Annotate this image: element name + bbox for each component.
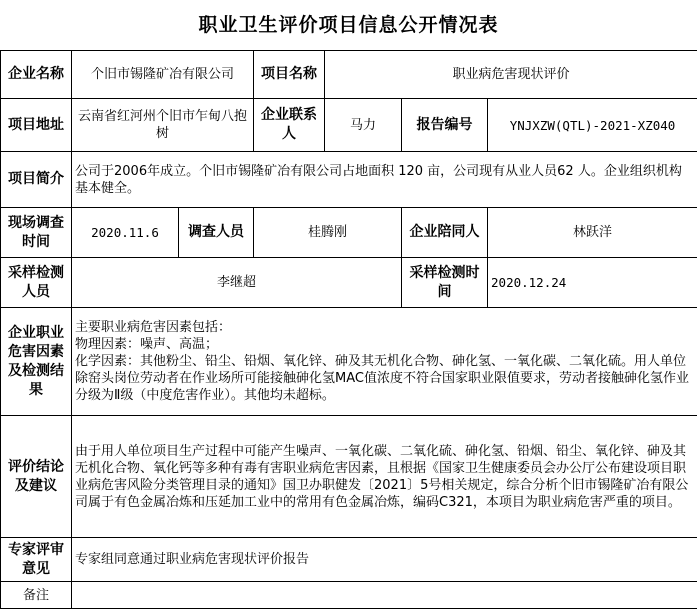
surveyor-label: 调查人员	[179, 208, 254, 258]
company-name: 个旧市锡隆矿冶有限公司	[72, 51, 254, 99]
sampling-time-label: 采样检测时间	[402, 258, 488, 308]
remark-label: 备注	[1, 582, 72, 609]
conclusion-label: 评价结论及建议	[1, 416, 72, 538]
escort: 林跃洋	[488, 208, 697, 258]
table-row	[1, 152, 697, 208]
page-title: 职业卫生评价项目信息公开情况表	[198, 14, 499, 36]
sampler: 李继超	[72, 258, 402, 308]
project-name: 职业病危害现状评价	[325, 51, 697, 99]
survey-time: 2020.11.6	[72, 208, 179, 258]
report-no-label: 报告编号	[402, 99, 488, 152]
table-row	[1, 582, 697, 609]
contact-label: 企业联系人	[254, 99, 325, 152]
table-row	[1, 308, 697, 416]
expert-opinion: 专家组同意通过职业病危害现状评价报告	[72, 538, 697, 582]
conclusion: 由于用人单位项目生产过程中可能产生噪声、一氧化碳、二氧化硫、砷化氢、铅烟、铅尘、氧化锌、砷及其无机化合物、氧化钙等多种有毒有害职业病危害因素，且根据《国家卫生健康委员会办公厅公布建设项目职业病危害风险分类管理目录的通知》国卫办职健发〔2021〕5号相关规定，综合分析个旧市锡隆矿冶有限公司属于有色金属冶炼和压延加工业中的常用有色金属冶炼，编码C321，本项目为职业病危害严重的项目。	[72, 416, 697, 538]
table-row	[1, 416, 697, 538]
summary: 公司于2006年成立。个旧市锡隆矿冶有限公司占地面积 120 亩，公司现有从业人员62 人。企业组织机构基本健全。	[72, 152, 697, 208]
sampling-time: 2020.12.24	[488, 258, 697, 308]
hazards-label: 企业职业危害因素及检测结果	[1, 308, 72, 416]
remark	[72, 582, 697, 609]
escort-label: 企业陪同人	[402, 208, 488, 258]
project-address: 云南省红河州个旧市乍甸八抱树	[72, 99, 254, 152]
contact: 马力	[325, 99, 402, 152]
table-row	[1, 538, 697, 582]
company-name-label: 企业名称	[1, 51, 72, 99]
table-row	[1, 99, 697, 152]
hazards-intro: 主要职业病危害因素包括：	[75, 320, 232, 335]
table-row	[1, 208, 697, 258]
report-no: YNJXZW(QTL)-2021-XZ040	[488, 99, 697, 152]
summary-label: 项目简介	[1, 152, 72, 208]
hazards-chemical: 化学因素：其他粉尘、铅尘、铅烟、氧化锌、砷及其无机化合物、砷化氢、一氧化碳、二氧化硫。用人单位除窑头岗位劳动者在作业场所可能接触砷化氢MAC值浓度不符合国家职业限值要求，劳动者接触砷化氢作业分级为Ⅱ级（中度危害作业）。其他均未超标。	[75, 354, 689, 403]
hazards-results	[72, 308, 697, 416]
hazards-physical: 物理因素：噪声、高温；	[75, 337, 219, 352]
surveyor: 桂腾刚	[254, 208, 402, 258]
survey-time-label: 现场调查时间	[1, 208, 72, 258]
info-table	[0, 50, 697, 609]
table-row	[1, 51, 697, 99]
expert-label: 专家评审意见	[1, 538, 72, 582]
project-name-label: 项目名称	[254, 51, 325, 99]
table-row	[1, 258, 697, 308]
project-address-label: 项目地址	[1, 99, 72, 152]
sampler-label: 采样检测人员	[1, 258, 72, 308]
